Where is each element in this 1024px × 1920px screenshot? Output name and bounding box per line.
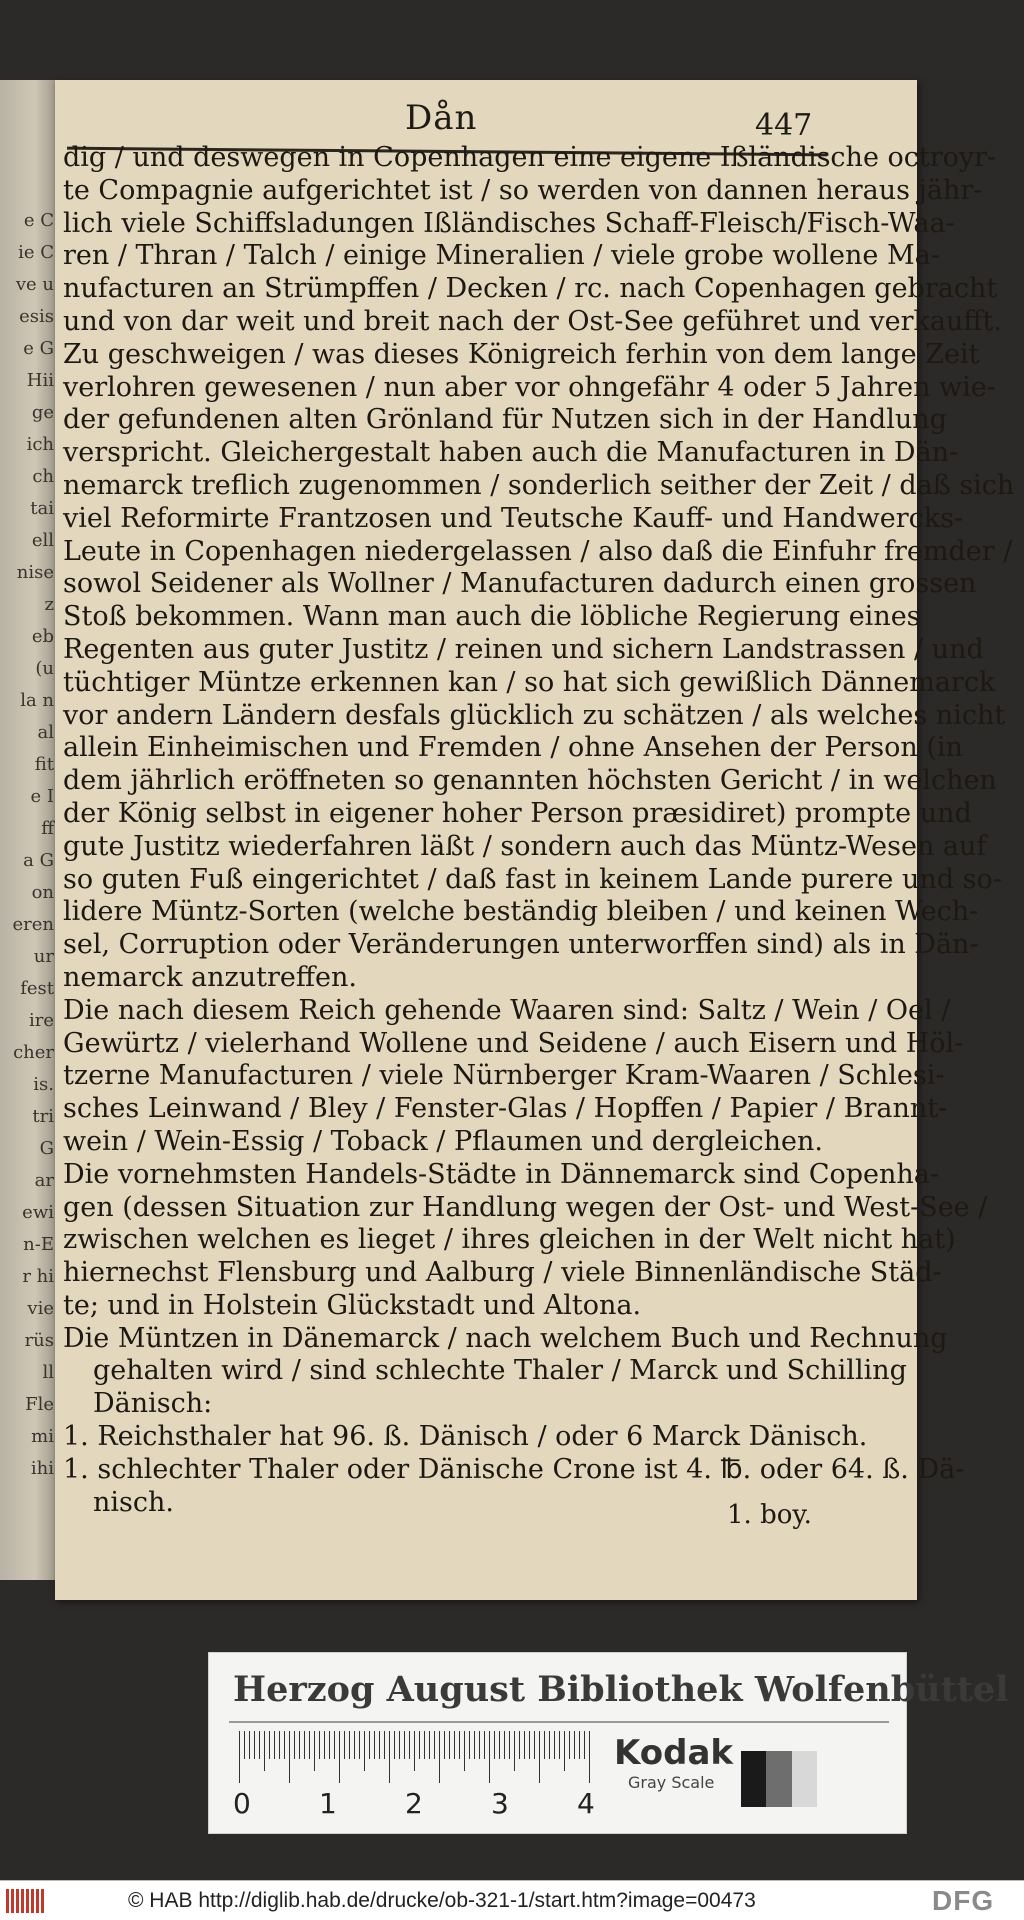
- text-line: Gewürtz / vielerhand Wollene und Seidene / auch Eisern und Höl-: [63, 1027, 964, 1059]
- ruler-tick: [269, 1731, 270, 1759]
- footer-bar: [0, 1880, 1024, 1920]
- text-line: ren / Thran / Talch / einige Mineralien / viele grobe wollene Ma-: [63, 240, 940, 272]
- text-line: der König selbst in eigener hoher Person præsidiret) prompte und: [63, 797, 972, 829]
- ruler-tick: [549, 1731, 550, 1759]
- text-line: hiernechst Flensburg und Aalburg / viele Binnenländische Städ-: [63, 1257, 942, 1289]
- left-page-fragment: tri: [32, 1106, 54, 1127]
- text-line: lidere Müntz-Sorten (welche beständig bleiben / und keinen Wech-: [63, 896, 979, 928]
- ruler-tick: [384, 1731, 385, 1759]
- text-line: te; und in Holstein Glückstadt und Altona.: [63, 1289, 642, 1321]
- gray-swatch: [792, 1751, 817, 1807]
- text-line: nisch.: [93, 1486, 174, 1518]
- left-page-fragment: fit: [34, 754, 54, 775]
- ruler-tick: [509, 1731, 510, 1759]
- gray-scale-label: Gray Scale: [628, 1773, 715, 1792]
- ruler-tick: [254, 1731, 255, 1759]
- left-page-fragments: [0, 210, 58, 1490]
- text-line: 1. schlechter Thaler oder Dänische Crone ist 4. ℔. oder 64. ß. Dä-: [63, 1453, 965, 1485]
- left-page-fragment: ch: [32, 466, 54, 487]
- ruler-tick: [504, 1731, 505, 1759]
- ruler-tick: [409, 1731, 410, 1759]
- text-line: gute Justitz wiederfahren läßt / sondern auch das Müntz-Wesen auf: [63, 830, 987, 862]
- ruler-tick: [474, 1731, 475, 1759]
- left-page-fragment: is.: [33, 1074, 54, 1095]
- text-line: verspricht. Gleichergestalt haben auch die Manufacturen in Dän-: [63, 437, 959, 469]
- ruler-tick: [334, 1731, 335, 1759]
- left-page-fragment: mi: [31, 1426, 54, 1447]
- left-page-fragment: z: [44, 594, 54, 615]
- text-line: verlohren gewesenen / nun aber vor ohngefähr 4 oder 5 Jahren wie-: [63, 371, 996, 403]
- left-page-edge: [0, 80, 58, 1580]
- text-line: und von dar weit und breit nach der Ost-See geführet und verkaufft.: [63, 305, 1002, 337]
- text-line: dig / und deswegen in Copenhagen eine eigene Ißländische octroyr-: [63, 142, 997, 173]
- ruler-tick: [539, 1731, 540, 1783]
- ruler-tick: [359, 1731, 360, 1759]
- text-line: sowol Seidener als Wollner / Manufacturen dadurch einen grossen: [63, 568, 977, 600]
- ruler-number: 2: [405, 1787, 423, 1820]
- left-page-fragment: ur: [33, 946, 54, 967]
- left-page-fragment: ff: [41, 818, 54, 839]
- ruler-tick: [489, 1731, 490, 1783]
- left-page-fragment: r hi: [22, 1266, 54, 1287]
- left-page-fragment: e I: [30, 786, 54, 807]
- ruler-tick: [499, 1731, 500, 1759]
- left-page-fragment: a G: [23, 850, 54, 871]
- left-page-fragment: vie: [27, 1298, 54, 1319]
- library-name: Herzog August Bibliothek Wolfenbüttel: [233, 1669, 1009, 1710]
- left-page-fragment: e C: [23, 210, 54, 231]
- ruler-tick: [469, 1731, 470, 1759]
- ruler-tick: [559, 1731, 560, 1759]
- ruler-tick: [529, 1731, 530, 1759]
- ruler-tick: [459, 1731, 460, 1759]
- text-line: viel Reformirte Frantzosen und Teutsche Kauff- und Handwercks-: [63, 502, 964, 534]
- ruler-tick: [244, 1731, 245, 1759]
- left-page-fragment: esis: [19, 306, 54, 327]
- left-page-fragment: ar: [34, 1170, 54, 1191]
- ruler-number: 4: [577, 1787, 595, 1820]
- ruler-tick: [389, 1731, 390, 1783]
- ruler-tick: [374, 1731, 375, 1759]
- ruler-tick: [294, 1731, 295, 1759]
- ruler-tick: [444, 1731, 445, 1759]
- ruler-tick: [339, 1731, 340, 1783]
- text-line: sches Leinwand / Bley / Fenster-Glas / Hopffen / Papier / Brannt-: [63, 1093, 948, 1125]
- ruler-tick: [319, 1731, 320, 1759]
- left-page-fragment: rüs: [24, 1330, 54, 1351]
- ruler-tick: [399, 1731, 400, 1759]
- text-line: tüchtiger Müntze erkennen kan / so hat sich gewißlich Dännemarck: [63, 666, 996, 698]
- ruler-tick: [424, 1731, 425, 1759]
- ruler-tick: [449, 1731, 450, 1759]
- ruler-tick: [299, 1731, 300, 1759]
- ruler-tick: [309, 1731, 310, 1759]
- ruler-tick: [239, 1731, 240, 1783]
- text-line: nemarck treflich zugenommen / sonderlich seither der Zeit / daß sich: [63, 469, 1015, 501]
- ruler-tick: [349, 1731, 350, 1759]
- running-head-title: Dån: [405, 98, 478, 138]
- text-line: Regenten aus guter Justitz / reinen und sichern Landstrassen / und: [63, 633, 984, 665]
- left-page-fragment: ve u: [15, 274, 54, 295]
- left-page-fragment: cher: [13, 1042, 54, 1063]
- ruler-tick: [564, 1731, 565, 1771]
- text-line: dem jährlich eröffneten so genannten höchsten Gericht / in welchen: [63, 765, 997, 797]
- ruler-tick: [554, 1731, 555, 1759]
- left-page-fragment: fest: [20, 978, 54, 999]
- ruler-tick: [314, 1731, 315, 1771]
- ruler-tick: [454, 1731, 455, 1759]
- ruler-tick: [464, 1731, 465, 1771]
- left-page-fragment: ihi: [30, 1458, 54, 1479]
- text-line: Zu geschweigen / was dieses Königreich ferhin von dem lange Zeit: [63, 338, 980, 370]
- text-line: nemarck anzutreffen.: [63, 961, 358, 993]
- color-calibration-card: [208, 1652, 1009, 1834]
- ruler-tick: [324, 1731, 325, 1759]
- ruler-tick: [524, 1731, 525, 1759]
- left-page-fragment: ell: [31, 530, 54, 551]
- left-page-fragment: eb: [31, 626, 54, 647]
- ruler-tick: [259, 1731, 260, 1759]
- text-line: vor andern Ländern desfals glücklich zu schätzen / als welches nicht: [63, 699, 1006, 731]
- body-text: [63, 142, 1015, 1519]
- ruler-number: 0: [233, 1787, 251, 1820]
- ruler-number: 1: [319, 1787, 337, 1820]
- ruler-tick: [514, 1731, 515, 1771]
- text-line: der gefundenen alten Grönland für Nutzen sich in der Handlung: [63, 404, 947, 436]
- ruler-tick: [479, 1731, 480, 1759]
- ruler-tick: [584, 1731, 585, 1759]
- ruler-tick: [249, 1731, 250, 1759]
- left-page-fragment: ll: [42, 1362, 54, 1383]
- ruler-tick: [379, 1731, 380, 1759]
- left-page-fragment: la n: [20, 690, 54, 711]
- ruler-tick: [364, 1731, 365, 1771]
- ruler-tick: [534, 1731, 535, 1759]
- left-page-fragment: Hii: [26, 370, 54, 391]
- left-page-fragment: ich: [26, 434, 54, 455]
- ruler-tick: [544, 1731, 545, 1759]
- kodak-logo: Kodak: [614, 1733, 733, 1773]
- book-page: [55, 80, 1015, 1600]
- ruler-tick: [369, 1731, 370, 1759]
- gray-swatches: [741, 1751, 817, 1807]
- text-line: tzerne Manufacturen / viele Nürnberger Kram-Waaren / Schlesi-: [63, 1060, 945, 1092]
- left-page-fragment: e G: [23, 338, 54, 359]
- ruler-tick: [579, 1731, 580, 1759]
- ruler-tick: [404, 1731, 405, 1759]
- ruler-tick: [274, 1731, 275, 1759]
- ruler-tick: [304, 1731, 305, 1759]
- ruler-tick: [329, 1731, 330, 1759]
- ruler-tick: [264, 1731, 265, 1771]
- ruler-tick: [344, 1731, 345, 1759]
- left-page-fragment: n-E: [23, 1234, 54, 1255]
- ruler-tick: [419, 1731, 420, 1759]
- text-line: Die nach diesem Reich gehende Waaren sind: Saltz / Wein / Oel /: [63, 994, 951, 1026]
- text-line: Die vornehmsten Handels-Städte in Dännemarck sind Copenha-: [63, 1158, 940, 1190]
- left-page-fragment: tai: [30, 498, 54, 519]
- ruler-tick: [494, 1731, 495, 1759]
- text-line: nufacturen an Strümpffen / Decken / rc. nach Copenhagen gebracht: [63, 273, 998, 305]
- ruler-tick: [279, 1731, 280, 1759]
- left-page-fragment: ire: [28, 1010, 54, 1031]
- ruler-tick: [574, 1731, 575, 1759]
- ruler-tick: [434, 1731, 435, 1759]
- left-page-fragment: ge: [31, 402, 54, 423]
- ruler-tick: [519, 1731, 520, 1759]
- left-page-fragment: eren: [12, 914, 54, 935]
- gray-swatch: [766, 1751, 791, 1807]
- text-line: sel, Corruption oder Veränderungen unterworffen sind) als in Dän-: [63, 929, 979, 961]
- left-page-fragment: nise: [16, 562, 54, 583]
- left-page-fragment: on: [31, 882, 54, 903]
- text-line: lich viele Schiffsladungen Ißländisches Schaff-Fleisch/Fisch-Waa-: [63, 207, 955, 239]
- catchword: 1. boy.: [727, 1500, 812, 1530]
- text-line: allein Einheimischen und Fremden / ohne Ansehen der Person (in: [63, 732, 963, 764]
- running-head: [55, 98, 917, 143]
- text-line: Dänisch:: [93, 1388, 213, 1420]
- ruler-tick: [439, 1731, 440, 1783]
- ruler-tick: [484, 1731, 485, 1759]
- ruler-tick: [394, 1731, 395, 1759]
- text-line: Stoß bekommen. Wann man auch die löbliche Regierung eines: [63, 601, 921, 633]
- left-page-fragment: ie C: [18, 242, 54, 263]
- dfg-logo: DFG: [932, 1885, 995, 1916]
- ruler-number: 3: [491, 1787, 509, 1820]
- left-page-fragment: al: [37, 722, 54, 743]
- text-line: te Compagnie aufgerichtet ist / so werden von dannen heraus jähr-: [63, 174, 983, 206]
- footer-copyright-link[interactable]: © HAB http://diglib.hab.de/drucke/ob-321-1/start.htm?image=00473: [128, 1889, 756, 1912]
- text-line: gen (dessen Situation zur Handlung wegen der Ost- und West-See /: [63, 1191, 988, 1223]
- ruler-tick: [284, 1731, 285, 1759]
- ruler-tick: [289, 1731, 290, 1783]
- gray-swatch: [741, 1751, 766, 1807]
- ruler-scale: [233, 1731, 599, 1826]
- left-page-fragment: ewi: [22, 1202, 54, 1223]
- ruler-tick: [569, 1731, 570, 1759]
- text-line: Leute in Copenhagen niedergelassen / also daß die Einfuhr fremder /: [63, 535, 1013, 567]
- text-line: gehalten wird / sind schlechte Thaler / Marck und Schilling: [93, 1355, 907, 1387]
- ruler-tick: [354, 1731, 355, 1759]
- barcode-icon: [6, 1889, 44, 1913]
- ruler-tick: [589, 1731, 590, 1783]
- text-line: 1. Reichsthaler hat 96. ß. Dänisch / oder 6 Marck Dänisch.: [63, 1421, 868, 1453]
- card-divider: [229, 1721, 889, 1723]
- left-page-fragment: G: [39, 1138, 54, 1159]
- text-line: wein / Wein-Essig / Toback / Pflaumen und dergleichen.: [63, 1125, 823, 1157]
- left-page-fragment: (u: [35, 658, 54, 679]
- ruler-tick: [414, 1731, 415, 1771]
- left-page-fragment: Fle: [25, 1394, 54, 1415]
- text-line: Die Müntzen in Dänemarck / nach welchem Buch und Rechnung: [63, 1322, 948, 1354]
- page-number: 447: [755, 108, 813, 143]
- text-line: so guten Fuß eingerichtet / daß fast in keinem Lande purere und so-: [63, 863, 1002, 895]
- text-line: zwischen welchen es lieget / ihres gleichen in der Welt nicht hat): [63, 1224, 956, 1256]
- ruler-tick: [429, 1731, 430, 1759]
